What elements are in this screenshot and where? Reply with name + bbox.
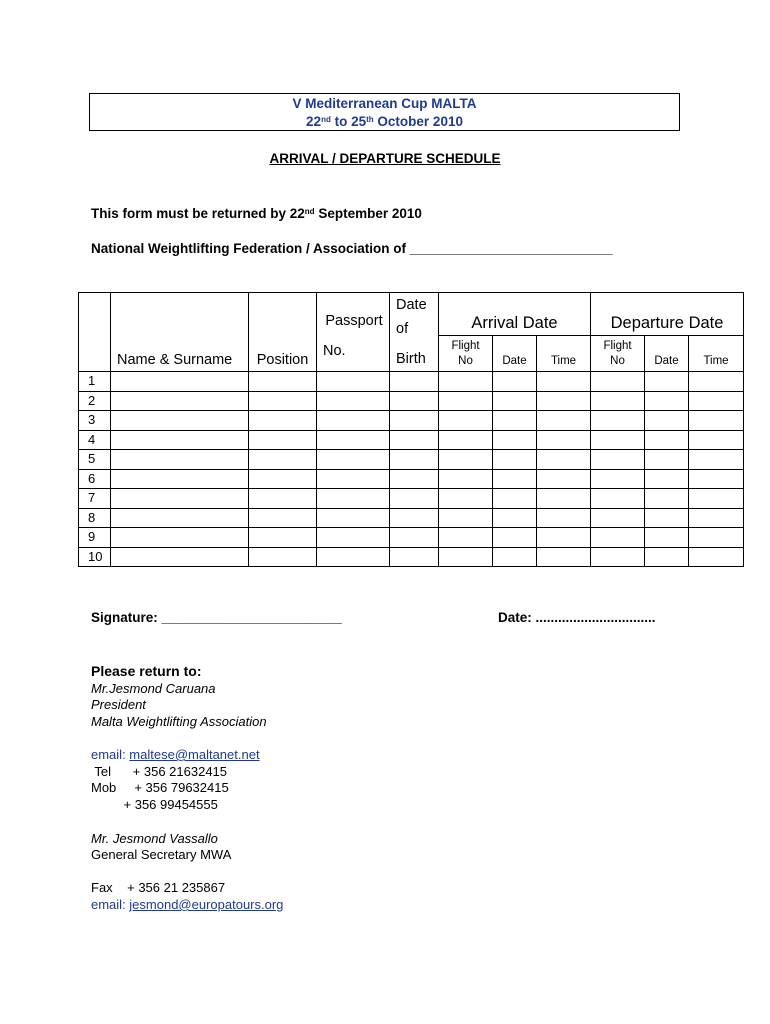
table-cell[interactable] [249,528,317,548]
table-cell[interactable] [591,372,645,392]
row-number: 9 [79,528,111,548]
arrival-flight-no: Flight No [439,335,493,371]
schedule-heading: ARRIVAL / DEPARTURE SCHEDULE [269,151,501,166]
email-line-2: email: jesmond@europatours.org [91,897,284,912]
tel-line: Tel + 356 21632415 [91,764,228,779]
contact-name-1: Mr.Jesmond Caruana [91,681,216,696]
table-cell[interactable] [645,391,689,411]
row-number: 3 [79,411,111,431]
table-cell[interactable] [317,489,390,509]
table-cell[interactable] [689,469,744,489]
table-cell[interactable] [645,372,689,392]
table-cell[interactable] [249,372,317,392]
table-cell[interactable] [439,469,493,489]
return-heading: Please return to: [91,663,202,679]
table-cell[interactable] [111,372,249,392]
table-cell[interactable] [439,528,493,548]
table-cell[interactable] [439,372,493,392]
table-cell[interactable] [439,411,493,431]
table-cell[interactable] [537,391,591,411]
row-number: 7 [79,489,111,509]
table-cell[interactable] [317,430,390,450]
table-cell[interactable] [493,430,537,450]
table-cell[interactable] [591,450,645,470]
table-cell[interactable] [317,372,390,392]
table-cell[interactable] [317,469,390,489]
federation-line: National Weightlifting Federation / Association of ___________________________ [91,241,613,256]
table-cell[interactable] [537,508,591,528]
contact-role-1: President [91,697,146,712]
table-cell[interactable] [591,489,645,509]
table-cell[interactable] [390,391,439,411]
table-cell[interactable] [537,411,591,431]
contact-name-2: Mr. Jesmond Vassallo [91,831,218,846]
table-cell[interactable] [249,469,317,489]
table-cell[interactable] [537,372,591,392]
table-cell[interactable] [645,489,689,509]
table-cell[interactable] [390,430,439,450]
table-cell[interactable] [390,450,439,470]
contact-org-1: Malta Weightlifting Association [91,714,267,729]
table-cell[interactable] [317,547,390,567]
date-line[interactable]: Date: ................................ [498,610,656,625]
table-cell[interactable] [689,547,744,567]
email-link-1[interactable]: maltese@maltanet.net [129,747,260,762]
table-cell[interactable] [645,508,689,528]
table-cell[interactable] [689,372,744,392]
row-number: 1 [79,372,111,392]
table-cell[interactable] [689,508,744,528]
table-row [79,528,744,548]
table-cell[interactable] [493,528,537,548]
table-cell[interactable] [249,411,317,431]
header-arrival: Arrival Date [439,293,591,336]
row-number: 10 [79,547,111,567]
table-cell[interactable] [249,547,317,567]
table-cell[interactable] [390,411,439,431]
table-cell[interactable] [645,430,689,450]
table-cell[interactable] [645,411,689,431]
table-row [79,547,744,567]
departure-time: Time [689,335,744,371]
table-cell[interactable] [689,411,744,431]
table-cell[interactable] [645,469,689,489]
table-cell[interactable] [537,430,591,450]
table-row [79,391,744,411]
table-cell[interactable] [689,430,744,450]
table-row [79,430,744,450]
table-cell[interactable] [317,391,390,411]
mob-line: Mob + 356 79632415 [91,780,229,795]
table-cell[interactable] [537,469,591,489]
table-cell[interactable] [493,391,537,411]
table-cell[interactable] [111,430,249,450]
table-cell[interactable] [317,411,390,431]
header-row-1 [79,293,744,336]
header-departure: Departure Date [591,293,744,336]
table-cell[interactable] [493,508,537,528]
return-deadline: This form must be returned by 22nd September 2010 [91,206,422,221]
table-row [79,450,744,470]
table-row [79,469,744,489]
table-cell[interactable] [591,411,645,431]
table-cell[interactable] [249,450,317,470]
header-passport: Passport No. [317,293,390,372]
table-cell[interactable] [249,508,317,528]
table-cell[interactable] [390,508,439,528]
table-row [79,489,744,509]
table-cell[interactable] [111,391,249,411]
table-cell[interactable] [591,528,645,548]
header-name: Name & Surname [111,293,249,372]
table-cell[interactable] [439,450,493,470]
contact-role-2: General Secretary MWA [91,847,232,862]
departure-flight-no: Flight No [591,335,645,371]
table-cell[interactable] [249,489,317,509]
header-dob: Date of Birth [390,293,439,372]
header-position: Position [249,293,317,372]
table-cell[interactable] [439,489,493,509]
table-row [79,372,744,392]
table-cell[interactable] [645,450,689,470]
arrival-time: Time [537,335,591,371]
table-cell[interactable] [537,528,591,548]
event-dates: 22nd to 25th October 2010 [306,114,463,129]
event-title: V Mediterranean Cup MALTA [292,96,477,111]
table-cell[interactable] [493,372,537,392]
email-line-1: email: maltese@maltanet.net [91,747,260,762]
table-row [79,411,744,431]
table-cell[interactable] [439,430,493,450]
table-cell[interactable] [249,430,317,450]
table-cell[interactable] [493,547,537,567]
table-cell[interactable] [689,489,744,509]
table-cell[interactable] [591,430,645,450]
table-cell[interactable] [390,489,439,509]
table-cell[interactable] [317,450,390,470]
table-cell[interactable] [111,508,249,528]
table-cell[interactable] [111,528,249,548]
table-cell[interactable] [111,450,249,470]
row-number: 6 [79,469,111,489]
table-cell[interactable] [493,469,537,489]
email-link-2[interactable]: jesmond@europatours.org [129,897,284,912]
arrival-date: Date [493,335,537,371]
schedule-table [78,292,744,567]
table-cell[interactable] [689,391,744,411]
table-row [79,508,744,528]
table-cell[interactable] [493,411,537,431]
table-cell[interactable] [591,469,645,489]
table-cell[interactable] [689,528,744,548]
row-number: 8 [79,508,111,528]
header-num-cell [79,293,111,372]
table-cell[interactable] [645,528,689,548]
mob-line-2: + 356 99454555 [91,797,218,812]
table-cell[interactable] [689,450,744,470]
table-cell[interactable] [111,489,249,509]
table-cell[interactable] [439,391,493,411]
table-cell[interactable] [390,372,439,392]
fax-line: Fax + 356 21 235867 [91,880,226,895]
table-cell[interactable] [111,411,249,431]
table-cell[interactable] [537,489,591,509]
row-number: 2 [79,391,111,411]
table-cell[interactable] [390,469,439,489]
table-cell[interactable] [111,547,249,567]
table-cell[interactable] [390,528,439,548]
row-number: 4 [79,430,111,450]
table-cell[interactable] [249,391,317,411]
title-box [89,93,680,131]
table-cell[interactable] [390,547,439,567]
table-cell[interactable] [317,528,390,548]
table-cell[interactable] [439,508,493,528]
table-cell[interactable] [537,450,591,470]
table-cell[interactable] [591,547,645,567]
table-cell[interactable] [111,469,249,489]
table-cell[interactable] [493,489,537,509]
table-cell[interactable] [493,450,537,470]
table-cell[interactable] [317,508,390,528]
table-cell[interactable] [645,547,689,567]
table-cell[interactable] [439,547,493,567]
signature-line[interactable]: Signature: ________________________ [91,610,342,625]
table-cell[interactable] [591,391,645,411]
table-cell[interactable] [537,547,591,567]
departure-date: Date [645,335,689,371]
row-number: 5 [79,450,111,470]
table-cell[interactable] [591,508,645,528]
